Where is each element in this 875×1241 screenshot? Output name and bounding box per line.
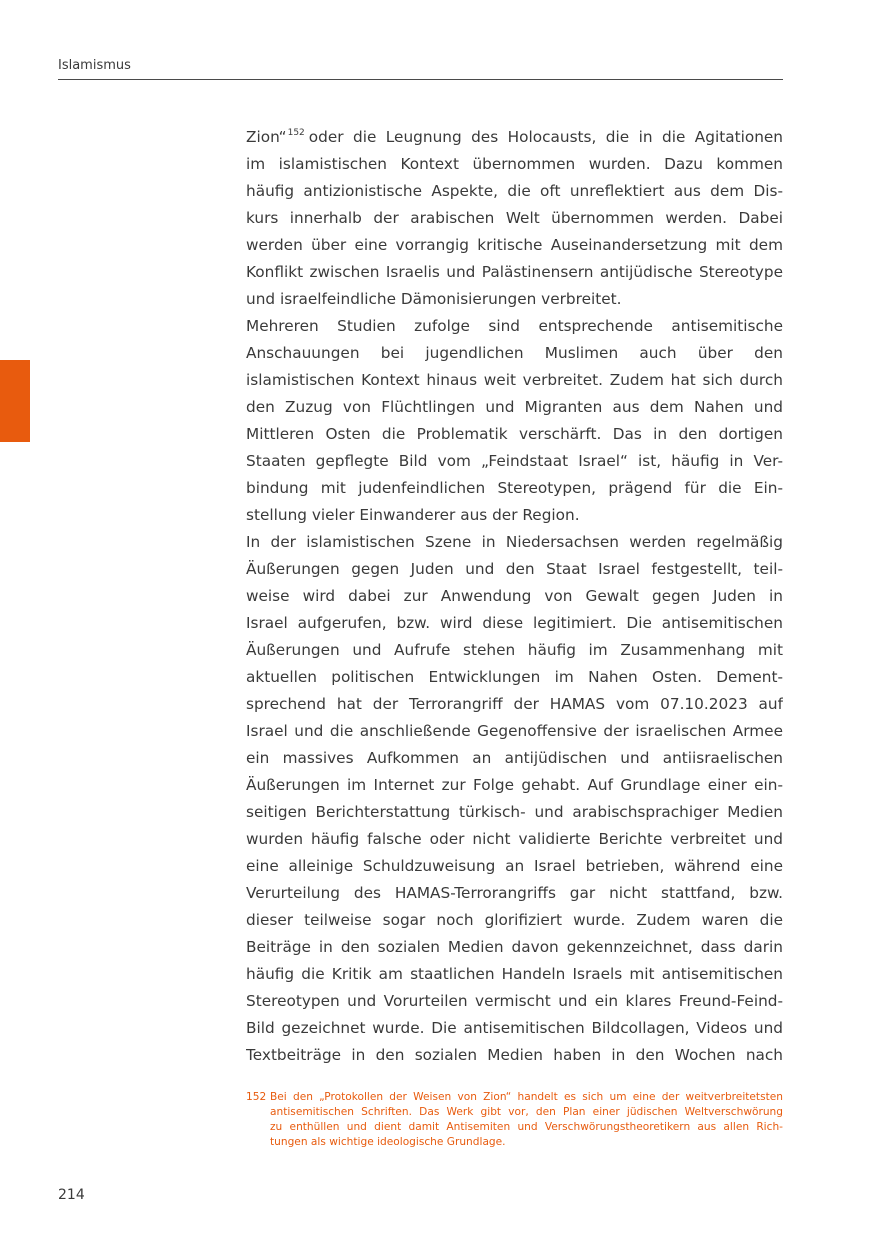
text-line: seitigen Berichterstattung türkisch- und arabischsprachiger Medien: [246, 803, 783, 821]
text-line: In der islamistischen Szene in Niedersachsen werden regelmäßig: [246, 533, 783, 551]
text-line: Bild gezeichnet wurde. Die antisemitischen Bildcollagen, Videos und: [246, 1019, 783, 1037]
text-line: und israelfeindliche Dämonisierungen verbreitet.: [246, 290, 622, 308]
footnote-line: tungen als wichtige ideologische Grundlage.: [270, 1136, 506, 1148]
text-line: dieser teilweise sogar noch glorifiziert wurde. Zudem waren die: [246, 911, 783, 929]
text-line: werden über eine vorrangig kritische Auseinandersetzung mit dem: [246, 236, 783, 254]
text-line: Äußerungen gegen Juden und den Staat Israel festgestellt, teil-: [246, 560, 783, 578]
text-line: kurs innerhalb der arabischen Welt übernommen werden. Dabei: [246, 209, 783, 227]
text-line: Konflikt zwischen Israelis und Palästinensern antijüdische Stereotype: [246, 263, 783, 281]
text-line: sprechend hat der Terrorangriff der HAMAS vom 07.10.2023 auf: [246, 695, 783, 713]
footnote-line: antisemitischen Schriften. Das Werk gibt vor, den Plan einer jüdischen Weltverschwörung: [270, 1106, 783, 1118]
text-line: den Zuzug von Flüchtlingen und Migranten aus dem Nahen und: [246, 398, 783, 416]
footnote-line: [246, 1090, 783, 1105]
first-line-rest: oder die Leugnung des Holocausts, die in die Agitationen: [308, 128, 783, 146]
text-line: Äußerungen im Internet zur Folge gehabt. Auf Grundlage einer ein-: [246, 776, 783, 794]
footnote-line: zu enthüllen und dient damit Antisemiten und Verschwörungstheoretikern aus allen Rich-: [270, 1121, 783, 1133]
text-line: wurden häufig falsche oder nicht validierte Berichte verbreitet und: [246, 830, 783, 848]
footnote-number: 152: [246, 1091, 267, 1103]
text-line: stellung vieler Einwanderer aus der Region.: [246, 506, 580, 524]
footnote: [246, 1090, 783, 1150]
text-line: bindung mit judenfeindlichen Stereotypen, prägend für die Ein-: [246, 479, 783, 497]
text-line: Israel aufgerufen, bzw. wird diese legitimiert. Die antisemitischen: [246, 614, 783, 632]
text-line: Stereotypen und Vorurteilen vermischt und ein klares Freund-Feind-: [246, 992, 783, 1010]
text-line: aktuellen politischen Entwicklungen im Nahen Osten. Dement-: [246, 668, 783, 686]
text-line: Beiträge in den sozialen Medien davon gekennzeichnet, dass darin: [246, 938, 783, 956]
section-title: Islamismus: [58, 58, 131, 73]
chapter-marker-tab: [0, 360, 30, 442]
footnote-text: Bei den „Protokollen der Weisen von Zion“ handelt es sich um eine der weitverbreitetsten: [270, 1091, 783, 1103]
text-line: Verurteilung des HAMAS-Terrorangriffs gar nicht stattfand, bzw.: [246, 884, 783, 902]
page-number: 214: [58, 1187, 85, 1203]
text-line: ein massives Aufkommen an antijüdischen und antiisraelischen: [246, 749, 783, 767]
text-line: Mehreren Studien zufolge sind entsprechende antisemitische: [246, 317, 783, 335]
text-line: Textbeiträge in den sozialen Medien haben in den Wochen nach: [246, 1046, 783, 1064]
text-line: Mittleren Osten die Problematik verschärft. Das in den dortigen: [246, 425, 783, 443]
text-line: weise wird dabei zur Anwendung von Gewalt gegen Juden in: [246, 587, 783, 605]
text-line-1: [246, 124, 783, 151]
text-line: im islamistischen Kontext übernommen wurden. Dazu kommen: [246, 155, 783, 173]
text-line: islamistischen Kontext hinaus weit verbreitet. Zudem hat sich durch: [246, 371, 783, 389]
text-line: häufig antizionistische Aspekte, die oft unreflektiert aus dem Dis-: [246, 182, 783, 200]
text-line: Äußerungen und Aufrufe stehen häufig im Zusammenhang mit: [246, 641, 783, 659]
header-divider: [58, 79, 783, 80]
body-text: [246, 124, 783, 1069]
text-line: häufig die Kritik am staatlichen Handeln Israels mit antisemitischen: [246, 965, 783, 983]
text-line: eine alleinige Schuldzuweisung an Israel betrieben, während eine: [246, 857, 783, 875]
text-line: Israel und die anschließende Gegenoffensive der israelischen Armee: [246, 722, 783, 740]
text-line: Anschauungen bei jugendlichen Muslimen auch über den: [246, 344, 783, 362]
text-line: Staaten gepflegte Bild vom „Feindstaat Israel“ ist, häufig in Ver-: [246, 452, 783, 470]
first-line-prefix: Zion“: [246, 128, 287, 146]
footnote-reference: 152: [287, 128, 305, 138]
